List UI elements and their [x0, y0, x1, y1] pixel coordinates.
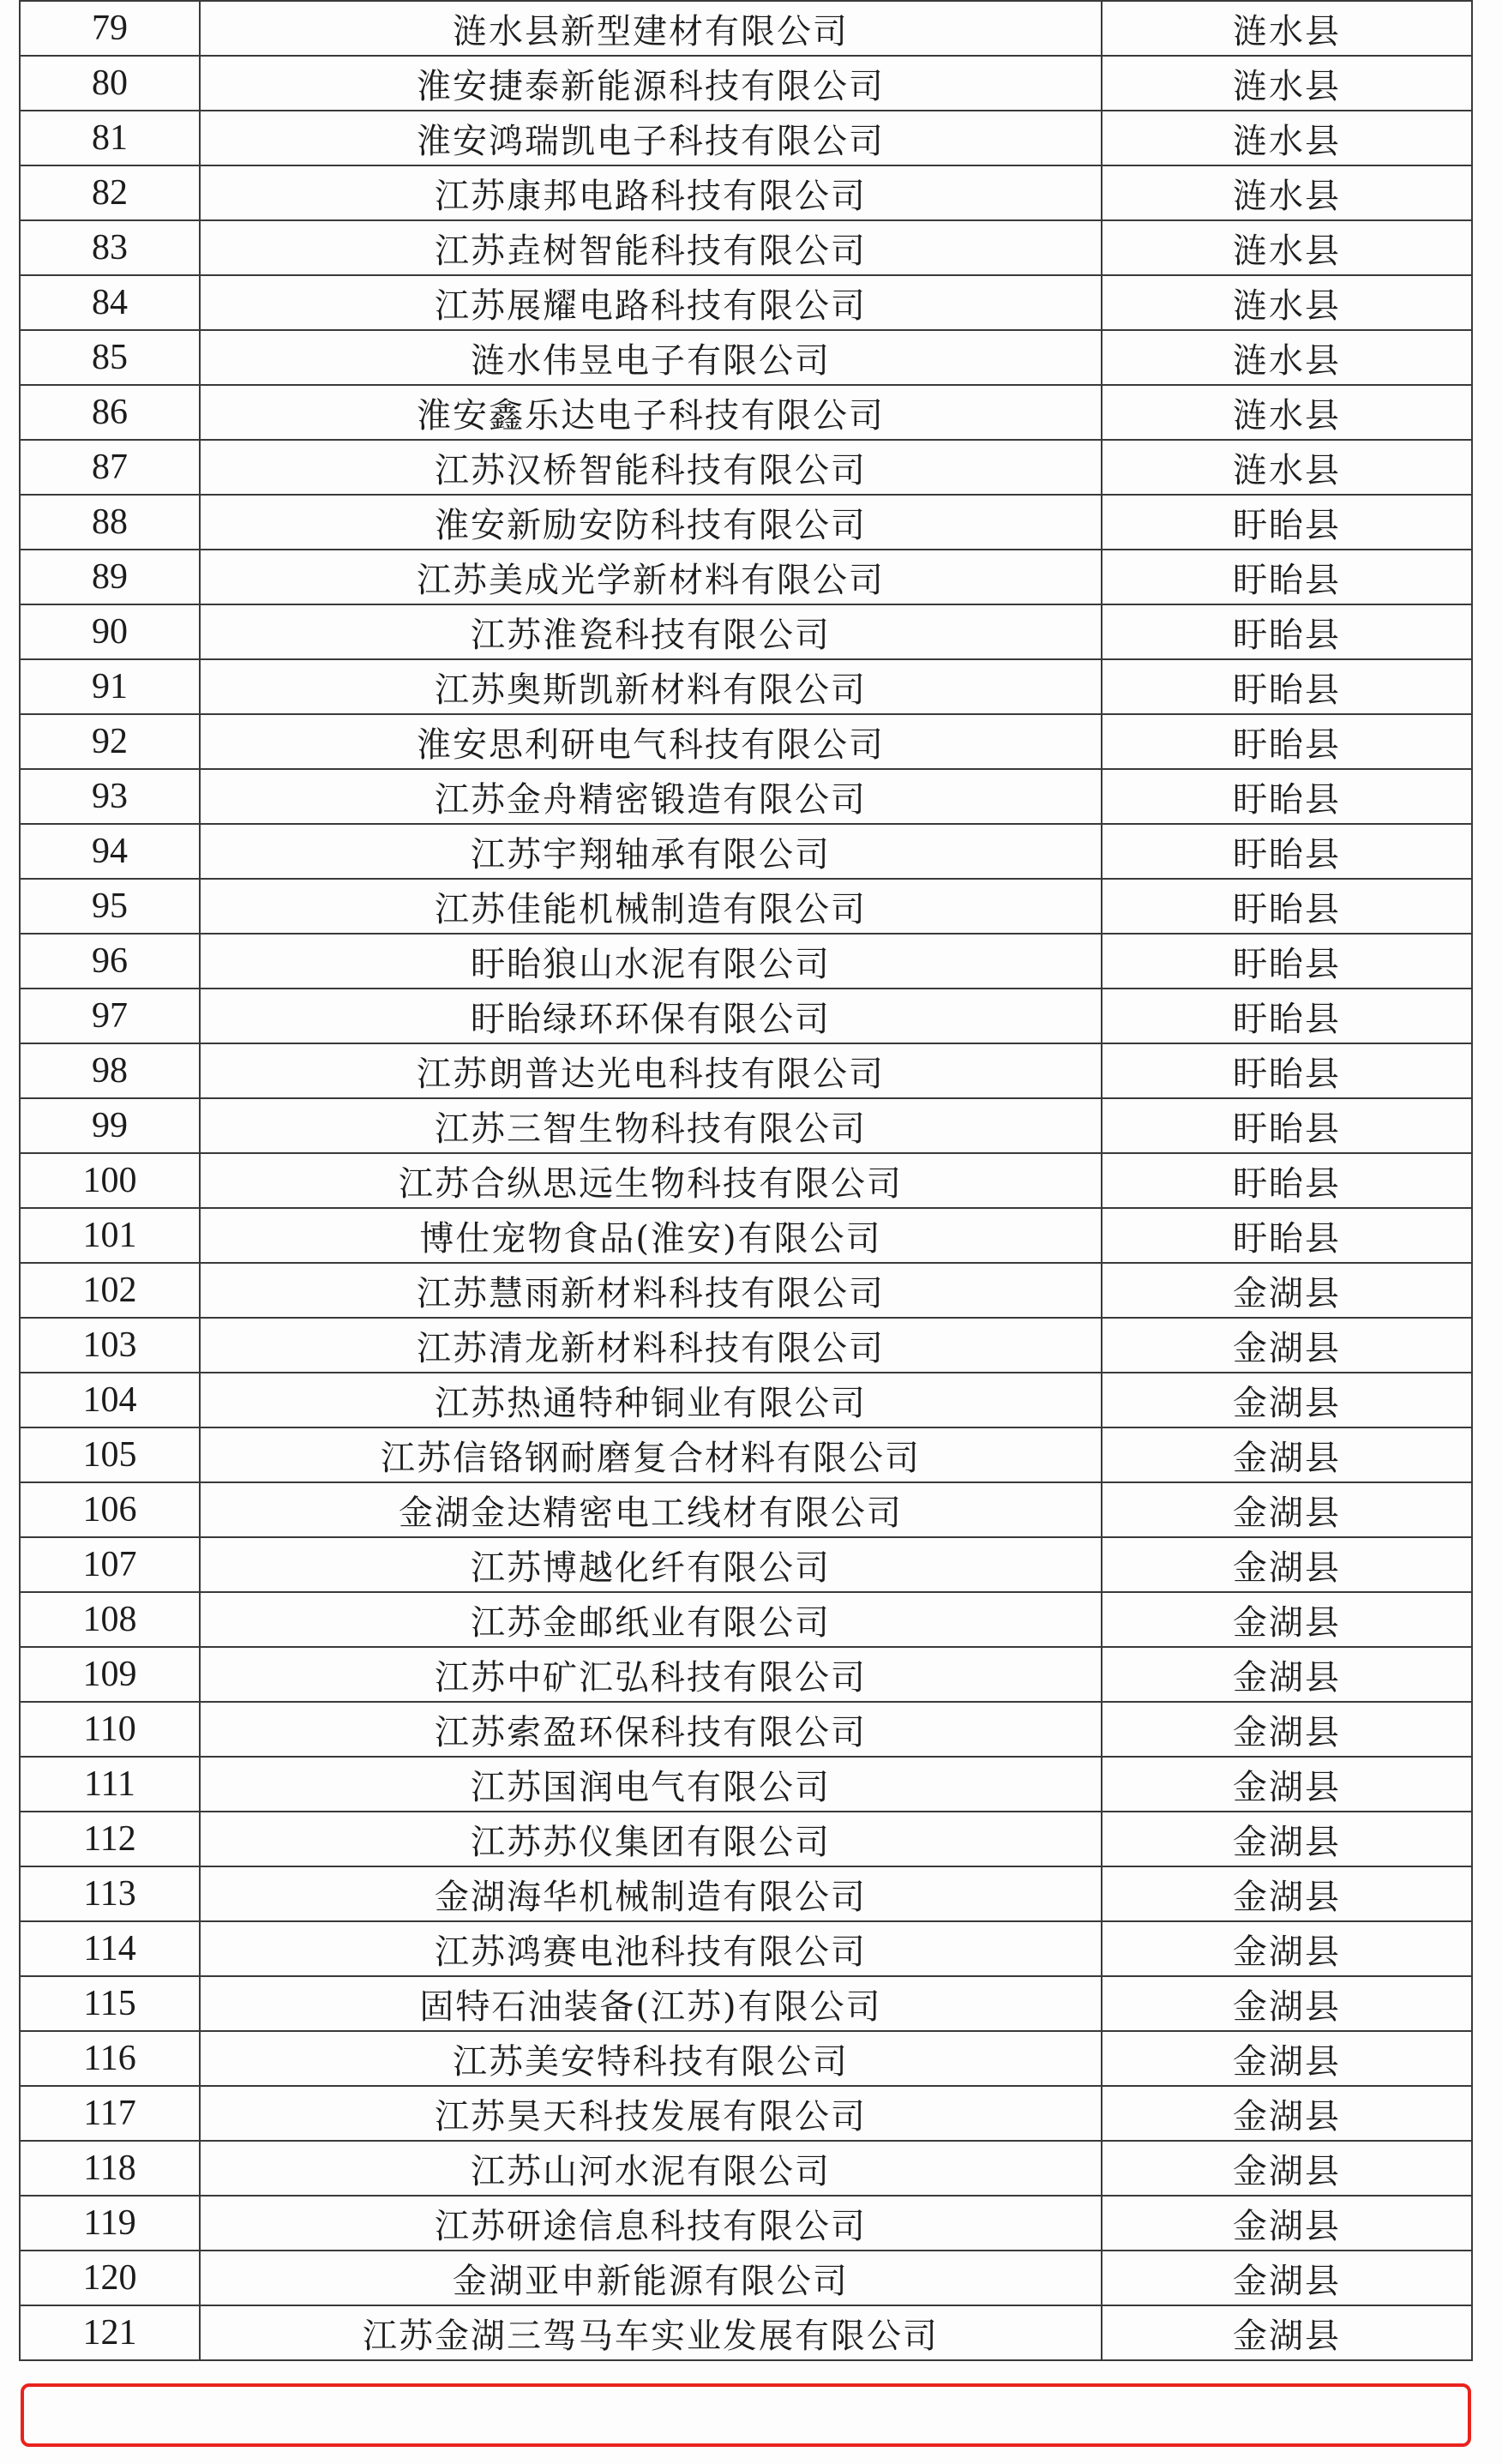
county-cell: 盱眙县: [1102, 659, 1472, 714]
company-name-cell: 江苏中矿汇弘科技有限公司: [200, 1647, 1102, 1702]
table-row: [20, 220, 1472, 275]
row-number-cell: 119: [20, 2196, 200, 2251]
row-number-cell: 105: [20, 1427, 200, 1482]
table-row: [20, 769, 1472, 824]
table-row: [20, 2031, 1472, 2086]
row-number-cell: 104: [20, 1373, 200, 1427]
row-number-cell: 95: [20, 879, 200, 934]
table-row: [20, 1373, 1472, 1427]
company-name-cell: 淮安新励安防科技有限公司: [200, 495, 1102, 550]
table-row: [20, 330, 1472, 385]
county-cell: 盱眙县: [1102, 604, 1472, 659]
table-row: [20, 1592, 1472, 1647]
table-row: [20, 1812, 1472, 1866]
row-number-cell: 108: [20, 1592, 200, 1647]
company-name-cell: 江苏合纵思远生物科技有限公司: [200, 1153, 1102, 1208]
company-name-cell: 江苏博越化纤有限公司: [200, 1537, 1102, 1592]
table-row: [20, 2251, 1472, 2305]
company-name-cell: 江苏美成光学新材料有限公司: [200, 550, 1102, 604]
company-name-cell: 江苏昊天科技发展有限公司: [200, 2086, 1102, 2141]
company-name-cell: 江苏淮瓷科技有限公司: [200, 604, 1102, 659]
county-cell: 盱眙县: [1102, 879, 1472, 934]
county-cell: 金湖县: [1102, 2196, 1472, 2251]
county-cell: 金湖县: [1102, 2141, 1472, 2196]
county-cell: 金湖县: [1102, 2251, 1472, 2305]
row-number-cell: 117: [20, 2086, 200, 2141]
table-row: [20, 879, 1472, 934]
company-name-cell: 江苏朗普达光电科技有限公司: [200, 1043, 1102, 1098]
company-name-cell: 金湖金达精密电工线材有限公司: [200, 1482, 1102, 1537]
county-cell: 金湖县: [1102, 1318, 1472, 1373]
county-cell: 金湖县: [1102, 1976, 1472, 2031]
company-name-cell: 江苏宇翔轴承有限公司: [200, 824, 1102, 879]
table-row: [20, 1153, 1472, 1208]
county-cell: 金湖县: [1102, 2305, 1472, 2360]
county-cell: 盱眙县: [1102, 989, 1472, 1043]
company-name-cell: 江苏金邮纸业有限公司: [200, 1592, 1102, 1647]
table-row: [20, 550, 1472, 604]
row-number-cell: 109: [20, 1647, 200, 1702]
company-name-cell: 江苏佳能机械制造有限公司: [200, 879, 1102, 934]
row-number-cell: 85: [20, 330, 200, 385]
company-name-cell: 江苏研途信息科技有限公司: [200, 2196, 1102, 2251]
table-body: [20, 1, 1472, 2360]
table-row: [20, 2141, 1472, 2196]
company-name-cell: 江苏信铬钢耐磨复合材料有限公司: [200, 1427, 1102, 1482]
table-row: [20, 2086, 1472, 2141]
row-number-cell: 100: [20, 1153, 200, 1208]
table-row: [20, 2196, 1472, 2251]
row-number-cell: 89: [20, 550, 200, 604]
table-row: [20, 824, 1472, 879]
row-number-cell: 118: [20, 2141, 200, 2196]
company-name-cell: 涟水县新型建材有限公司: [200, 1, 1102, 56]
row-number-cell: 114: [20, 1921, 200, 1976]
company-name-cell: 江苏山河水泥有限公司: [200, 2141, 1102, 2196]
table-row: [20, 1702, 1472, 1757]
row-number-cell: 90: [20, 604, 200, 659]
row-number-cell: 113: [20, 1866, 200, 1921]
company-name-cell: 博仕宠物食品(淮安)有限公司: [200, 1208, 1102, 1263]
table-row: [20, 1976, 1472, 2031]
row-number-cell: 81: [20, 111, 200, 165]
row-number-cell: 120: [20, 2251, 200, 2305]
county-cell: 金湖县: [1102, 1592, 1472, 1647]
row-number-cell: 110: [20, 1702, 200, 1757]
row-number-cell: 103: [20, 1318, 200, 1373]
company-name-cell: 江苏美安特科技有限公司: [200, 2031, 1102, 2086]
company-name-cell: 涟水伟昱电子有限公司: [200, 330, 1102, 385]
company-name-cell: 江苏金湖三驾马车实业发展有限公司: [200, 2305, 1102, 2360]
county-cell: 盱眙县: [1102, 550, 1472, 604]
table-row: [20, 1263, 1472, 1318]
table-row: [20, 56, 1472, 111]
table-row: [20, 385, 1472, 440]
table-row: [20, 714, 1472, 769]
row-number-cell: 97: [20, 989, 200, 1043]
highlight-box-row-121: [21, 2383, 1471, 2447]
county-cell: 金湖县: [1102, 1263, 1472, 1318]
table-row: [20, 1537, 1472, 1592]
company-name-cell: 江苏热通特种铜业有限公司: [200, 1373, 1102, 1427]
row-number-cell: 116: [20, 2031, 200, 2086]
row-number-cell: 94: [20, 824, 200, 879]
table-row: [20, 1482, 1472, 1537]
row-number-cell: 84: [20, 275, 200, 330]
county-cell: 金湖县: [1102, 1921, 1472, 1976]
table-row: [20, 659, 1472, 714]
company-name-cell: 金湖海华机械制造有限公司: [200, 1866, 1102, 1921]
county-cell: 涟水县: [1102, 440, 1472, 495]
row-number-cell: 92: [20, 714, 200, 769]
county-cell: 盱眙县: [1102, 495, 1472, 550]
company-name-cell: 江苏金舟精密锻造有限公司: [200, 769, 1102, 824]
row-number-cell: 106: [20, 1482, 200, 1537]
company-name-cell: 江苏国润电气有限公司: [200, 1757, 1102, 1812]
row-number-cell: 98: [20, 1043, 200, 1098]
county-cell: 涟水县: [1102, 275, 1472, 330]
table-row: [20, 1, 1472, 56]
county-cell: 盱眙县: [1102, 934, 1472, 989]
county-cell: 金湖县: [1102, 1757, 1472, 1812]
row-number-cell: 96: [20, 934, 200, 989]
table-row: [20, 1208, 1472, 1263]
company-name-cell: 江苏鸿赛电池科技有限公司: [200, 1921, 1102, 1976]
county-cell: 金湖县: [1102, 2086, 1472, 2141]
table-row: [20, 2305, 1472, 2360]
table-row: [20, 111, 1472, 165]
company-name-cell: 江苏汉桥智能科技有限公司: [200, 440, 1102, 495]
county-cell: 金湖县: [1102, 1537, 1472, 1592]
table-row: [20, 1043, 1472, 1098]
table-row: [20, 1647, 1472, 1702]
county-cell: 金湖县: [1102, 1373, 1472, 1427]
company-name-cell: 淮安鑫乐达电子科技有限公司: [200, 385, 1102, 440]
company-name-cell: 淮安鸿瑞凯电子科技有限公司: [200, 111, 1102, 165]
company-name-cell: 江苏索盈环保科技有限公司: [200, 1702, 1102, 1757]
county-cell: 金湖县: [1102, 2031, 1472, 2086]
row-number-cell: 93: [20, 769, 200, 824]
table-row: [20, 934, 1472, 989]
row-number-cell: 101: [20, 1208, 200, 1263]
county-cell: 盱眙县: [1102, 1153, 1472, 1208]
table-row: [20, 1757, 1472, 1812]
table-row: [20, 604, 1472, 659]
row-number-cell: 86: [20, 385, 200, 440]
row-number-cell: 87: [20, 440, 200, 495]
county-cell: 盱眙县: [1102, 1208, 1472, 1263]
county-cell: 涟水县: [1102, 330, 1472, 385]
table-row: [20, 1921, 1472, 1976]
company-list-table: [19, 0, 1473, 2361]
table-row: [20, 1318, 1472, 1373]
county-cell: 涟水县: [1102, 385, 1472, 440]
table-row: [20, 275, 1472, 330]
county-cell: 盱眙县: [1102, 769, 1472, 824]
company-name-cell: 江苏清龙新材料科技有限公司: [200, 1318, 1102, 1373]
row-number-cell: 111: [20, 1757, 200, 1812]
row-number-cell: 107: [20, 1537, 200, 1592]
company-name-cell: 江苏垚树智能科技有限公司: [200, 220, 1102, 275]
county-cell: 盱眙县: [1102, 714, 1472, 769]
row-number-cell: 80: [20, 56, 200, 111]
row-number-cell: 91: [20, 659, 200, 714]
table-row: [20, 989, 1472, 1043]
company-name-cell: 江苏苏仪集团有限公司: [200, 1812, 1102, 1866]
row-number-cell: 99: [20, 1098, 200, 1153]
company-name-cell: 固特石油装备(江苏)有限公司: [200, 1976, 1102, 2031]
company-name-cell: 江苏展耀电路科技有限公司: [200, 275, 1102, 330]
table-row: [20, 495, 1472, 550]
county-cell: 金湖县: [1102, 1866, 1472, 1921]
county-cell: 涟水县: [1102, 111, 1472, 165]
county-cell: 涟水县: [1102, 165, 1472, 220]
row-number-cell: 83: [20, 220, 200, 275]
row-number-cell: 121: [20, 2305, 200, 2360]
county-cell: 金湖县: [1102, 1647, 1472, 1702]
county-cell: 金湖县: [1102, 1702, 1472, 1757]
county-cell: 金湖县: [1102, 1427, 1472, 1482]
table-row: [20, 440, 1472, 495]
county-cell: 涟水县: [1102, 220, 1472, 275]
company-name-cell: 江苏三智生物科技有限公司: [200, 1098, 1102, 1153]
table-row: [20, 1098, 1472, 1153]
county-cell: 涟水县: [1102, 1, 1472, 56]
table-row: [20, 165, 1472, 220]
county-cell: 盱眙县: [1102, 1098, 1472, 1153]
company-name-cell: 江苏慧雨新材料科技有限公司: [200, 1263, 1102, 1318]
company-name-cell: 金湖亚申新能源有限公司: [200, 2251, 1102, 2305]
county-cell: 金湖县: [1102, 1812, 1472, 1866]
table-row: [20, 1866, 1472, 1921]
county-cell: 金湖县: [1102, 1482, 1472, 1537]
table-row: [20, 1427, 1472, 1482]
company-name-cell: 江苏康邦电路科技有限公司: [200, 165, 1102, 220]
row-number-cell: 112: [20, 1812, 200, 1866]
county-cell: 盱眙县: [1102, 824, 1472, 879]
row-number-cell: 88: [20, 495, 200, 550]
row-number-cell: 115: [20, 1976, 200, 2031]
company-name-cell: 江苏奥斯凯新材料有限公司: [200, 659, 1102, 714]
company-name-cell: 淮安捷泰新能源科技有限公司: [200, 56, 1102, 111]
row-number-cell: 79: [20, 1, 200, 56]
county-cell: 涟水县: [1102, 56, 1472, 111]
row-number-cell: 82: [20, 165, 200, 220]
company-name-cell: 盱眙狼山水泥有限公司: [200, 934, 1102, 989]
county-cell: 盱眙县: [1102, 1043, 1472, 1098]
company-name-cell: 淮安思利研电气科技有限公司: [200, 714, 1102, 769]
company-name-cell: 盱眙绿环环保有限公司: [200, 989, 1102, 1043]
row-number-cell: 102: [20, 1263, 200, 1318]
